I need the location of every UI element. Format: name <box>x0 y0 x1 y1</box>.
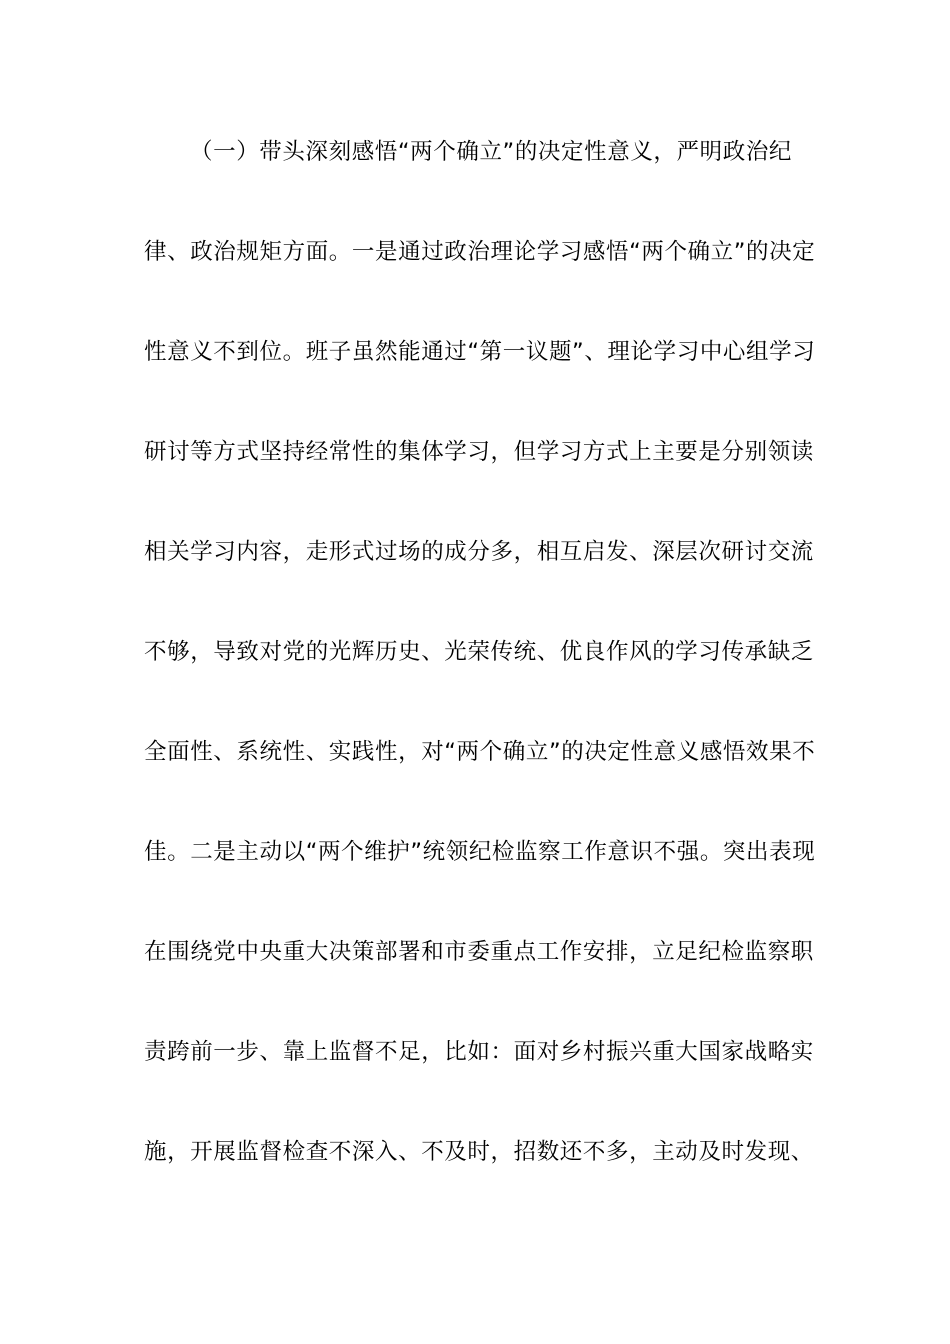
text-line: 研讨等方式坚持经常性的集体学习，但学习方式上主要是分别领读 <box>144 439 814 465</box>
text-line: 不够，导致对党的光辉历史、光荣传统、优良作风的学习传承缺乏 <box>144 639 814 665</box>
text-line: 相关学习内容，走形式过场的成分多，相互启发、深层次研讨交流 <box>144 539 814 565</box>
body-text <box>144 128 816 1228</box>
text-line: 佳。二是主动以“两个维护”统领纪检监察工作意识不强。突出表现 <box>144 839 816 865</box>
text-line: 责跨前一步、靠上监督不足，比如：面对乡村振兴重大国家战略实 <box>144 1039 814 1065</box>
text-line: 性意义不到位。班子虽然能通过“第一议题”、理论学习中心组学习 <box>144 339 816 365</box>
text-line: 律、政治规矩方面。一是通过政治理论学习感悟“两个确立”的决定 <box>144 239 816 265</box>
text-line: 全面性、系统性、实践性，对“两个确立”的决定性意义感悟效果不 <box>144 739 816 765</box>
text-line: 在围绕党中央重大决策部署和市委重点工作安排，立足纪检监察职 <box>144 939 814 965</box>
text-line: 施，开展监督检查不深入、不及时，招数还不多，主动及时发现、 <box>144 1139 814 1165</box>
text-line: （一）带头深刻感悟“两个确立”的决定性意义，严明政治纪 <box>190 139 793 165</box>
